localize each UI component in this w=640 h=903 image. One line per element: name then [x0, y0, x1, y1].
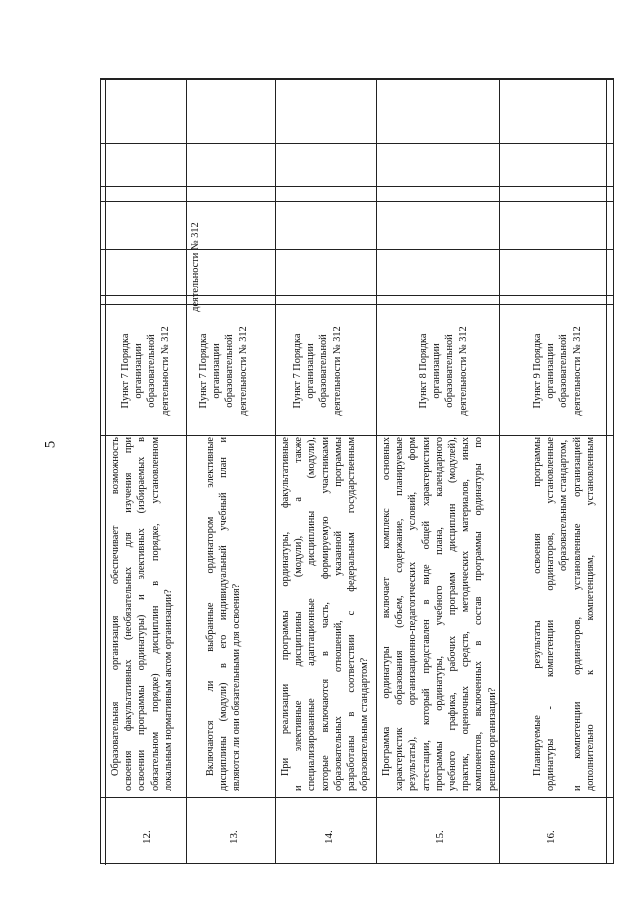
column-border: [105, 79, 106, 865]
column-divider: [101, 435, 613, 436]
page-number: 5: [42, 440, 59, 449]
question-text: Программа ординатуры включает комплекс основных характеристик образования (объем, содержание, планируемые результаты), организационно-педагогических условий, форм аттестации, который представлен в виде общей характеристики программы ординатуры, учебного плана, календарного учебного графика, рабочих программ дисциплин (модулей), практик, оценочных средств, методических материалов, иных компонентов, включенных в состав программы ординатуры по решению организации?: [381, 437, 498, 791]
question-text: При реализации программы ординатуры, факультативные и элективные дисциплины (модули), а также специализированные адаптационные дисциплины (модули), которые включаются в часть, формируемую участниками образовательных отношений, указанной программы разработаны в соответствии с федеральным государственным образовательным стандартом?: [280, 437, 371, 791]
column-border: [186, 79, 187, 863]
row-number: 15.: [434, 830, 446, 844]
legal-basis-tail: деятельности № 312: [190, 222, 201, 312]
legal-basis: Пункт 8 Порядка организации образовательной деятельности № 312: [418, 326, 469, 416]
row-border: [101, 295, 613, 296]
column-border: [376, 79, 377, 863]
row-number: 14.: [323, 830, 335, 844]
column-divider: [101, 201, 613, 202]
question-text: Включаются ли выбранные ординатором элективные дисциплины (модули) в его индивидуальный учебный план и являются ли они обязательными для освоения?: [205, 437, 243, 791]
question-text: Образовательная организация обеспечивает возможность освоения факультативных (необязательных для изучения при освоении программы ординатуры) и элективных (избираемых в обязательном порядке) дисциплин в порядке, установленном локальным нормативным актом организации?: [110, 437, 174, 791]
row-number: 16.: [545, 830, 557, 844]
legal-basis: Пункт 7 Порядка организации образовательной деятельности № 312: [292, 326, 343, 416]
column-divider: [101, 797, 613, 798]
column-divider: [101, 143, 613, 144]
checklist-table: [100, 78, 614, 864]
legal-basis: Пункт 9 Порядка организации образовательной деятельности № 312: [532, 326, 583, 416]
column-divider: [101, 249, 613, 250]
row-border: [101, 186, 613, 187]
row-border: [101, 79, 613, 80]
row-number: 13.: [228, 830, 240, 844]
question-text: Планируемые результаты освоения программы ординатуры - компетенции ординаторов, установленные образовательным стандартом, и компетенции ординаторов, установленные организацией дополнительно к компетенциям, установленным: [532, 437, 596, 791]
row-number: 12.: [141, 830, 153, 844]
column-border: [275, 79, 276, 863]
column-border: [499, 79, 500, 863]
legal-basis: Пункт 7 Порядка организации образовательной деятельности № 312: [120, 326, 171, 416]
column-border: [606, 79, 607, 863]
legal-basis: Пункт 7 Порядка организации образовательной деятельности № 312: [198, 326, 249, 416]
row-border: [101, 304, 613, 305]
